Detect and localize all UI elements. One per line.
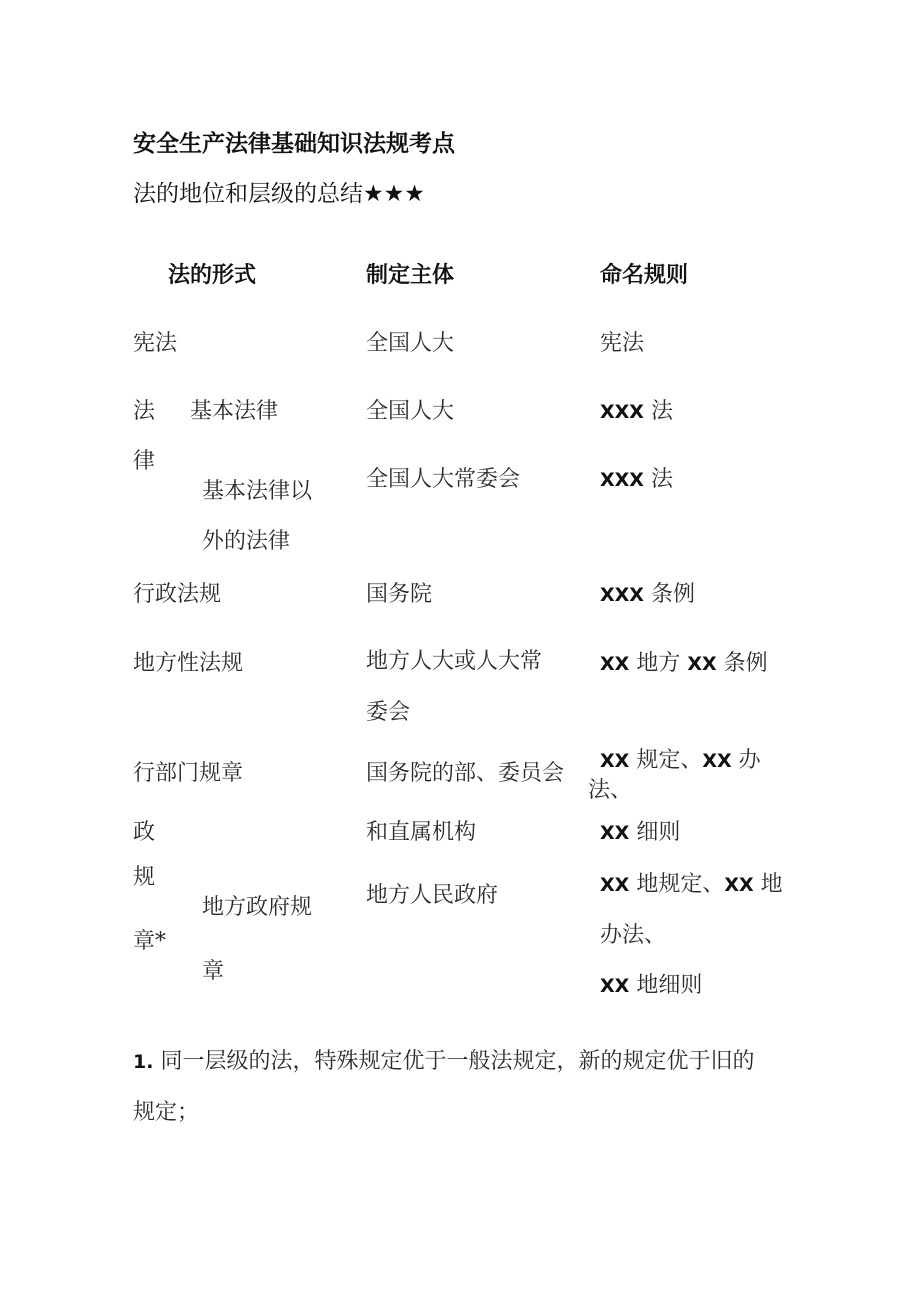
cell-form-other-law-line1: 基本法律以 [202,479,313,504]
cell-naming-other-law [600,466,673,494]
header-form: 法的形式 [168,263,257,288]
cell-form-admin-regulation: 行政法规 [133,582,222,607]
cell-maker-local-gov-rules: 地方人民政府 [366,883,499,908]
naming-code: XX [600,874,630,896]
naming-text: 地细则 [636,973,703,998]
cell-maker-local-regulation-line1: 地方人大或人大常 [366,649,543,674]
cell-naming-dept-rules-line3 [600,819,680,847]
naming-text: 细则 [636,820,681,845]
cell-naming-local-regulation [600,650,768,678]
page-title: 安全生产法律基础知识法规考点 [133,131,455,157]
naming-text: 条例 [723,651,768,676]
cell-maker-local-regulation-line2: 委会 [366,700,411,725]
naming-code: XX [600,750,630,772]
group-label-law-char-2: 律 [133,449,156,474]
cell-form-local-regulation: 地方性法规 [133,651,244,676]
page-subtitle: 法的地位和层级的总结★★★ [133,181,425,207]
header-maker: 制定主体 [366,263,455,288]
naming-code: XX [702,750,732,772]
naming-text: 条例 [650,582,695,607]
naming-text: 法 [650,467,673,492]
note-text: 同一层级的法，特殊规定优于一般法规定，新的规定优于旧的 [160,1049,755,1074]
naming-code: XXX [600,584,644,606]
cell-form-constitution: 宪法 [133,331,178,356]
group-label-rules-char-1: 政 [133,820,156,845]
naming-code: XX [724,874,754,896]
naming-code: XX [600,975,630,997]
cell-maker-dept-rules-line1: 国务院的部、委员会 [366,761,565,786]
cell-naming-dept-rules-line2: 法、 [588,778,633,803]
cell-naming-constitution: 宪法 [600,331,645,356]
cell-maker-basic-law: 全国人大 [366,399,455,424]
header-naming: 命名规则 [600,263,689,288]
note-number: 1. [133,1051,154,1073]
naming-code: XX [600,653,630,675]
naming-text: 地方 [636,651,681,676]
cell-maker-dept-rules-line2: 和直属机构 [366,820,477,845]
group-label-rules-char-3: 章* [133,929,167,954]
cell-form-basic-law: 基本法律 [190,399,279,424]
cell-naming-local-gov-rules-line2: 办法、 [600,923,667,948]
naming-text: 规定、 [636,748,703,773]
naming-text: 办 [738,748,761,773]
note-line-2: 规定； [133,1100,200,1125]
naming-text: 地规定、 [636,872,725,897]
naming-text: 法 [650,399,673,424]
naming-code: XXX [600,469,644,491]
cell-naming-local-gov-rules-line1 [600,871,783,899]
cell-form-other-law-line2: 外的法律 [202,529,291,554]
naming-text: 地 [760,872,783,897]
cell-form-local-gov-rules-line1: 地方政府规 [202,895,313,920]
group-label-rules-char-2: 规 [133,865,156,890]
cell-maker-constitution: 全国人大 [366,331,455,356]
note-line-1 [133,1048,754,1076]
cell-form-dept-rules: 行部门规章 [133,761,244,786]
cell-naming-local-gov-rules-line3 [600,972,702,1000]
cell-naming-basic-law [600,398,673,426]
naming-code: XX [687,653,717,675]
cell-naming-admin-regulation [600,581,695,609]
cell-maker-other-law: 全国人大常委会 [366,467,521,492]
cell-maker-admin-regulation: 国务院 [366,582,433,607]
naming-code: XX [600,822,630,844]
cell-naming-dept-rules-line1 [600,747,761,775]
cell-form-local-gov-rules-line2: 章 [202,959,225,984]
naming-code: XXX [600,401,644,423]
group-label-law-char-1: 法 [133,399,156,424]
